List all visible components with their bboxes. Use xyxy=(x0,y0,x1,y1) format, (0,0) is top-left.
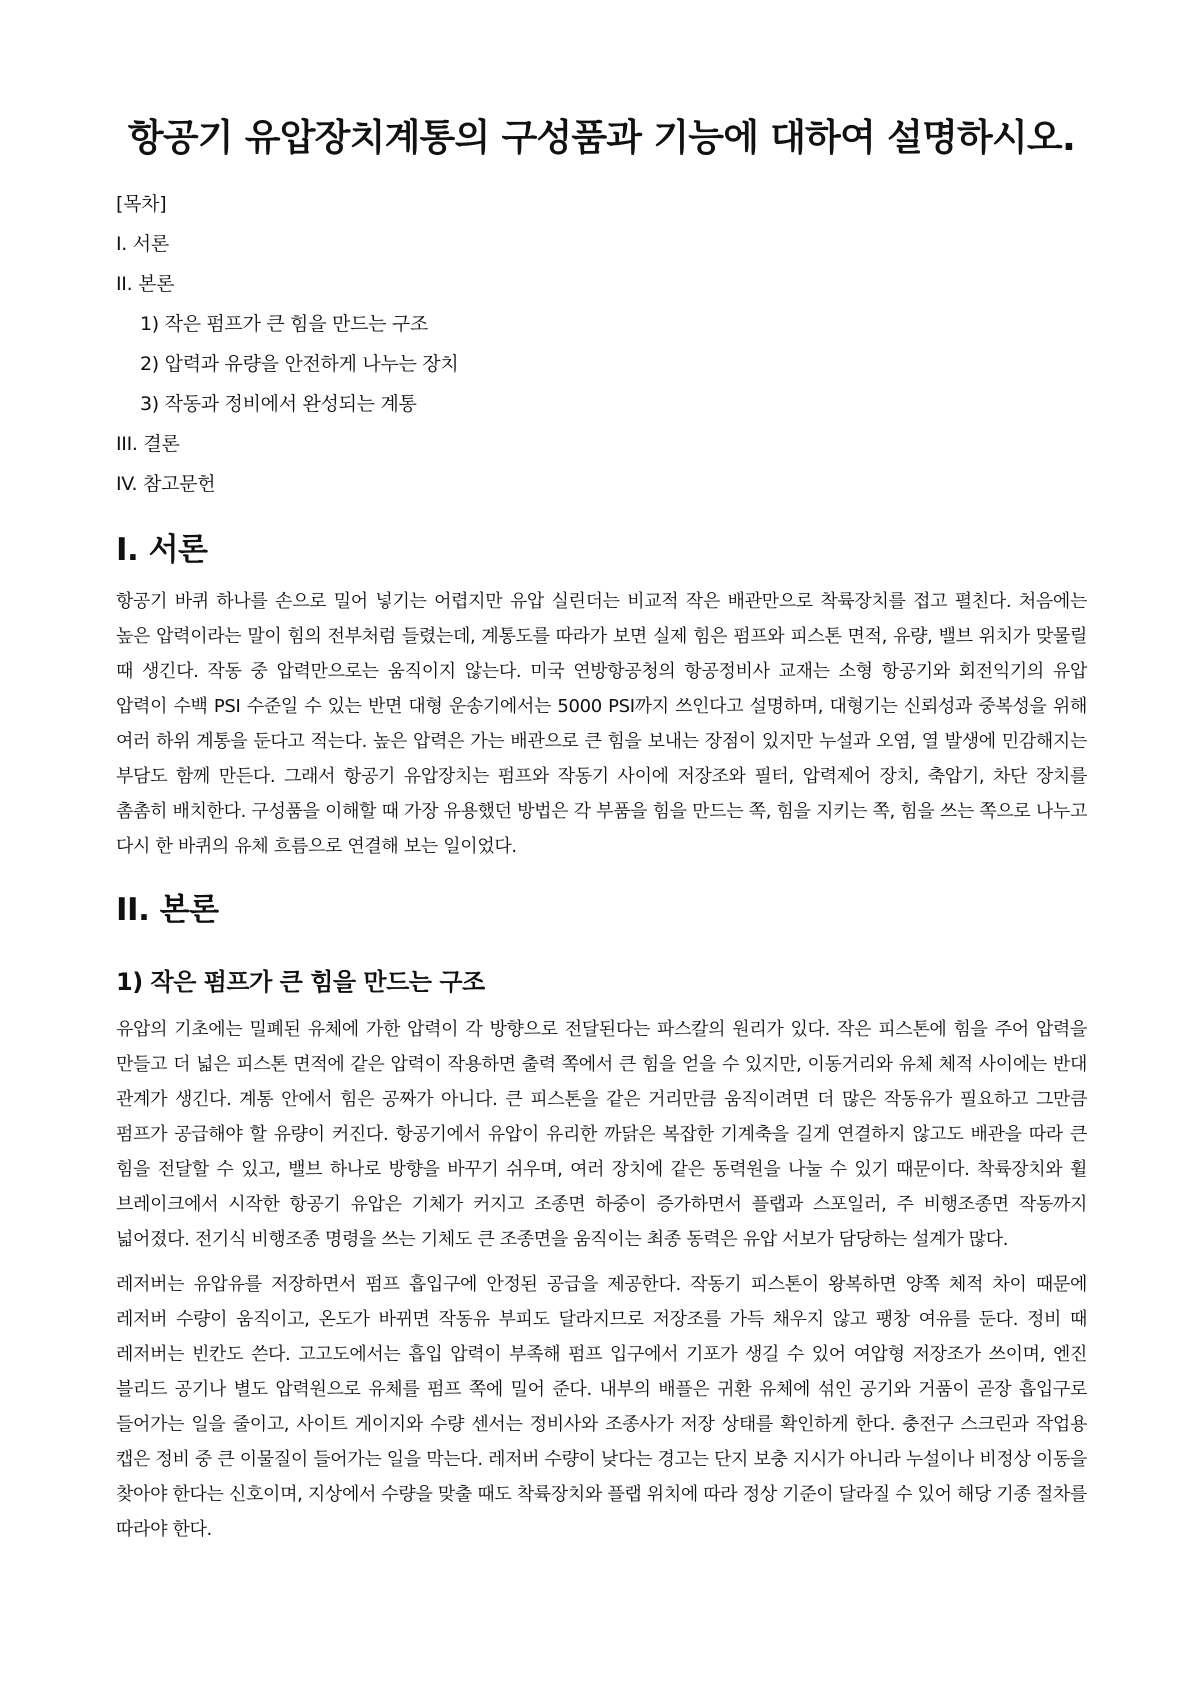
toc-item-references: IV. 참고문헌 xyxy=(116,473,216,495)
document-title: 항공기 유압장치계통의 구성품과 기능에 대하여 설명하시오. xyxy=(127,116,1076,159)
toc-item-body-3: 3) 작동과 정비에서 완성되는 계통 xyxy=(140,393,417,415)
section-heading-intro: I. 서론 xyxy=(116,532,208,568)
body-paragraph-2: 레저버는 유압유를 저장하면서 펌프 흡입구에 안정된 공급을 제공한다. 작동기 피스톤이 왕복하면 양쪽 체적 차이 때문에 레저버 수량이 움직이고, 온도가 바뀌면 작동유 부피도 달라지므로 저장조를 가득 채우지 않고 팽창 여유를 둔다. 정비 때 레저버는 빈칸도 쓴다. 고고도에서는 흡입 압력이 부족해 펌프 입구에서 기포가 생길 수 있어 여압형 저장조가 쓰이며, 엔진 블리드 공기나 별도 압력원으로 유체를 펌프 쪽에 밀어 준다. 내부의 배플은 귀환 유체에 섞인 공기와 거품이 곧장 흡입구로 들어가는 일을 줄이고, 사이트 게이지와 수량 센서는 정비사와 조종사가 저장 상태를 확인하게 한다. 충전구 스크린과 작업용 캡은 정비 중 큰 이물질이 들어가는 일을 막는다. 레저버 수량이 낮다는 경고는 단지 보충 지시가 아니라 누설이나 비정상 이동을 찾아야 한다는 신호이며, 지상에서 수량을 맞출 때도 착륙장치와 플랩 위치에 따라 정상 기준이 달라질 수 있어 해당 기종 절차를 따라야 한다. xyxy=(116,1274,1087,1540)
table-of-contents xyxy=(116,184,1087,504)
subsection-heading-1: 1) 작은 펌프가 큰 힘을 만드는 구조 xyxy=(116,968,485,996)
toc-item-body-1: 1) 작은 펌프가 큰 힘을 만드는 구조 xyxy=(140,313,429,335)
toc-item-intro: I. 서론 xyxy=(116,233,169,255)
toc-item-body: II. 본론 xyxy=(116,273,175,295)
toc-heading: [목차] xyxy=(116,193,167,215)
intro-paragraph: 항공기 바퀴 하나를 손으로 밀어 넣기는 어렵지만 유압 실린더는 비교적 작은 배관만으로 착륙장치를 접고 펼친다. 처음에는 높은 압력이라는 말이 힘의 전부처럼 들렸는데, 계통도를 따라가 보면 실제 힘은 펌프와 피스톤 면적, 유량, 밸브 위치가 맞물릴 때 생긴다. 작동 중 압력만으로는 움직이지 않는다. 미국 연방항공청의 항공정비사 교재는 소형 항공기와 회전익기의 유압 압력이 수백 PSI 수준일 수 있는 반면 대형 운송기에서는 5000 PSI까지 쓰인다고 설명하며, 대형기는 신뢰성과 중복성을 위해 여러 하위 계통을 둔다고 적는다. 높은 압력은 가는 배관으로 큰 힘을 보내는 장점이 있지만 누설과 오염, 열 발생에 민감해지는 부담도 함께 만든다. 그래서 항공기 유압장치는 펌프와 작동기 사이에 저장조와 필터, 압력제어 장치, 축압기, 차단 장치를 촘촘히 배치한다. 구성품을 이해할 때 가장 유용했던 방법은 각 부품을 힘을 만드는 쪽, 힘을 지키는 쪽, 힘을 쓰는 쪽으로 나누고 다시 한 바퀴의 유체 흐름으로 연결해 보는 일이었다. xyxy=(116,591,1087,857)
toc-item-body-2: 2) 압력과 유량을 안전하게 나누는 장치 xyxy=(140,353,459,375)
toc-item-conclusion: III. 결론 xyxy=(116,433,180,455)
section-heading-body: II. 본론 xyxy=(116,892,219,928)
body-paragraph-1: 유압의 기초에는 밀폐된 유체에 가한 압력이 각 방향으로 전달된다는 파스칼의 원리가 있다. 작은 피스톤에 힘을 주어 압력을 만들고 더 넓은 피스톤 면적에 같은 압력이 작용하면 출력 쪽에서 큰 힘을 얻을 수 있지만, 이동거리와 유체 체적 사이에는 반대 관계가 생긴다. 계통 안에서 힘은 공짜가 아니다. 큰 피스톤을 같은 거리만큼 움직이려면 더 많은 작동유가 필요하고 그만큼 펌프가 공급해야 할 유량이 커진다. 항공기에서 유압이 유리한 까닭은 복잡한 기계축을 길게 연결하지 않고도 배관을 따라 큰 힘을 전달할 수 있고, 밸브 하나로 방향을 바꾸기 쉬우며, 여러 장치에 같은 동력원을 나눌 수 있기 때문이다. 착륙장치와 휠 브레이크에서 시작한 항공기 유압은 기체가 커지고 조종면 하중이 증가하면서 플랩과 스포일러, 주 비행조종면 작동까지 넓어졌다. 전기식 비행조종 명령을 쓰는 기체도 큰 조종면을 움직이는 최종 동력은 유압 서보가 담당하는 설계가 많다. xyxy=(116,1019,1087,1250)
